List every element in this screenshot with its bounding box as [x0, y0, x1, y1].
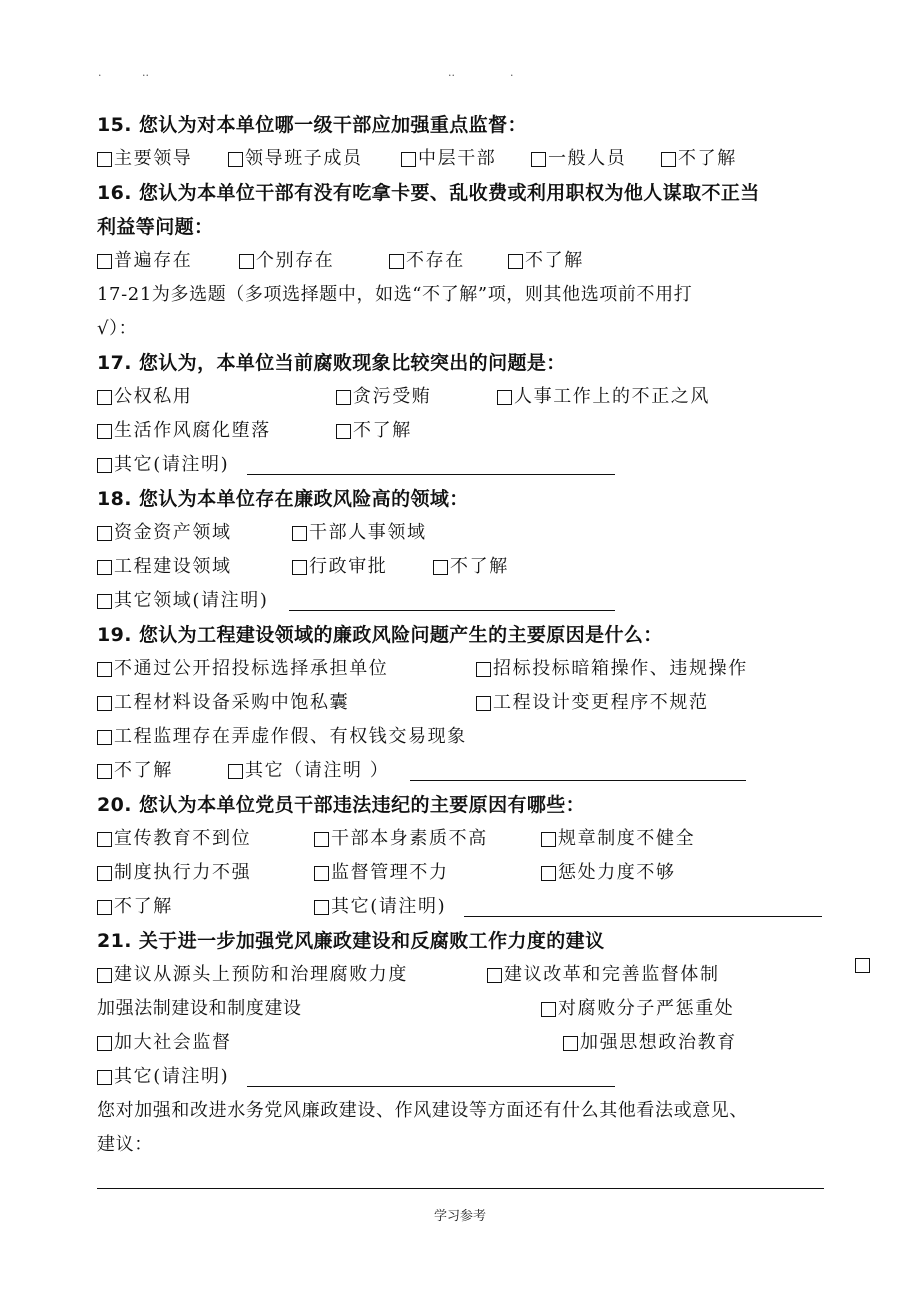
q20-option-other[interactable]: 其它(请注明) [314, 890, 446, 924]
q19-option-unknown[interactable]: 不了解 [97, 754, 173, 788]
q21-other-input-line[interactable] [247, 1086, 615, 1087]
q18-option-other[interactable]: 其它领域(请注明) [97, 584, 268, 618]
checkbox[interactable] [97, 1036, 112, 1051]
checkbox[interactable] [97, 764, 112, 779]
checkbox[interactable] [531, 152, 546, 167]
question-15-title: 15. 您认为对本单位哪一级干部应加强重点监督： [97, 114, 527, 136]
q20-option-supervision[interactable]: 监督管理不力 [314, 856, 449, 890]
q16-option-some[interactable]: 个别存在 [239, 244, 334, 278]
q18-option-construction[interactable]: 工程建设领域 [97, 550, 232, 584]
header-dots: · ·· ·· · [98, 69, 514, 82]
checkbox[interactable] [97, 968, 112, 983]
q19-option-design-change[interactable]: 工程设计变更程序不规范 [476, 686, 709, 720]
checkbox[interactable] [97, 152, 112, 167]
q18-other-input-line[interactable] [289, 610, 615, 611]
checkbox[interactable] [314, 900, 329, 915]
checkbox[interactable] [336, 390, 351, 405]
q20-option-rules[interactable]: 规章制度不健全 [541, 822, 695, 856]
q19-option-no-tender[interactable]: 不通过公开招投标选择承担单位 [97, 652, 388, 686]
checkbox[interactable] [497, 390, 512, 405]
q19-option-procurement[interactable]: 工程材料设备采购中饱私囊 [97, 686, 349, 720]
question-21-title: 21. 关于进一步加强党风廉政建设和反腐败工作力度的建议 [97, 930, 605, 952]
q18-option-funds[interactable]: 资金资产领域 [97, 516, 232, 550]
q16-option-common[interactable]: 普遍存在 [97, 244, 192, 278]
q15-option-main-leader[interactable]: 主要领导 [97, 142, 192, 176]
checkbox[interactable] [541, 1002, 556, 1017]
checkbox[interactable] [487, 968, 502, 983]
checkbox[interactable] [228, 764, 243, 779]
question-19-title: 19. 您认为工程建设领域的廉政风险问题产生的主要原因是什么： [97, 624, 663, 646]
checkbox[interactable] [97, 730, 112, 745]
q17-option-lifestyle[interactable]: 生活作风腐化堕落 [97, 414, 271, 448]
checkbox[interactable] [97, 900, 112, 915]
q16-option-none[interactable]: 不存在 [389, 244, 465, 278]
multi-select-note-line1: 17-21为多选题（多项选择题中，如选“不了解”项，则其他选项前不用打 [97, 284, 693, 305]
q15-option-middle-cadre[interactable]: 中层干部 [401, 142, 496, 176]
q17-option-personnel[interactable]: 人事工作上的不正之风 [497, 380, 710, 414]
q21-option-source-prevention[interactable]: 建议从源头上预防和治理腐败力度 [97, 958, 408, 992]
q19-other-input-line[interactable] [410, 780, 746, 781]
q20-option-quality[interactable]: 干部本身素质不高 [314, 822, 488, 856]
q15-option-leadership-member[interactable]: 领导班子成员 [228, 142, 363, 176]
q20-option-punishment[interactable]: 惩处力度不够 [541, 856, 676, 890]
question-17-title: 17. 您认为，本单位当前腐败现象比较突出的问题是： [97, 352, 566, 374]
q20-option-execution[interactable]: 制度执行力不强 [97, 856, 251, 890]
checkbox[interactable] [541, 866, 556, 881]
checkbox[interactable] [336, 424, 351, 439]
q20-option-education[interactable]: 宣传教育不到位 [97, 822, 251, 856]
q20-other-input-line[interactable] [464, 916, 822, 917]
checkbox[interactable] [97, 254, 112, 269]
q19-option-other[interactable]: 其它（请注明 ） [228, 754, 390, 788]
q17-option-abuse-power[interactable]: 公权私用 [97, 380, 192, 414]
q19-option-supervision-fraud[interactable]: 工程监理存在弄虚作假、有权钱交易现象 [97, 720, 467, 754]
checkbox[interactable] [97, 424, 112, 439]
multi-select-note-line2: √）： [97, 318, 138, 339]
q21-option-reform-supervision[interactable]: 建议改革和完善监督体制 [487, 958, 720, 992]
q17-other-input-line[interactable] [247, 474, 615, 475]
closing-question-line1: 您对加强和改进水务党风廉政建设、作风建设等方面还有什么其他看法或意见、 [97, 1100, 748, 1121]
checkbox[interactable] [389, 254, 404, 269]
checkbox[interactable] [855, 958, 870, 973]
checkbox[interactable] [97, 866, 112, 881]
checkbox[interactable] [97, 526, 112, 541]
checkbox[interactable] [401, 152, 416, 167]
page-footer: 学习参考 [433, 1209, 486, 1224]
q21-option-severe-punish[interactable]: 对腐败分子严惩重处 [541, 992, 734, 1026]
checkbox[interactable] [292, 526, 307, 541]
q21-option-legal-checkbox[interactable] [855, 958, 872, 973]
q17-option-other[interactable]: 其它(请注明) [97, 448, 229, 482]
question-18-title: 18. 您认为本单位存在廉政风险高的领域： [97, 488, 469, 510]
q21-option-political-education[interactable]: 加强思想政治教育 [563, 1026, 737, 1060]
checkbox[interactable] [97, 662, 112, 677]
closing-question-line2: 建议： [97, 1134, 153, 1155]
q17-option-unknown[interactable]: 不了解 [336, 414, 412, 448]
q16-option-unknown[interactable]: 不了解 [508, 244, 584, 278]
q17-option-bribery[interactable]: 贪污受贿 [336, 380, 431, 414]
checkbox[interactable] [314, 832, 329, 847]
checkbox[interactable] [97, 390, 112, 405]
q15-option-general-staff[interactable]: 一般人员 [531, 142, 626, 176]
q20-option-unknown[interactable]: 不了解 [97, 890, 173, 924]
checkbox[interactable] [476, 696, 491, 711]
checkbox[interactable] [97, 458, 112, 473]
checkbox[interactable] [97, 1070, 112, 1085]
checkbox[interactable] [97, 594, 112, 609]
q19-option-secret-tender[interactable]: 招标投标暗箱操作、违规操作 [476, 652, 748, 686]
q18-option-unknown[interactable]: 不了解 [433, 550, 509, 584]
question-16-title-line2: 利益等问题： [97, 216, 214, 238]
checkbox[interactable] [239, 254, 254, 269]
checkbox[interactable] [476, 662, 491, 677]
checkbox[interactable] [97, 832, 112, 847]
q15-option-unknown[interactable]: 不了解 [661, 142, 737, 176]
q18-option-personnel[interactable]: 干部人事领域 [292, 516, 427, 550]
q21-option-legal-label: 加强法制建设和制度建设 [97, 998, 302, 1019]
checkbox[interactable] [563, 1036, 578, 1051]
checkbox[interactable] [508, 254, 523, 269]
checkbox[interactable] [314, 866, 329, 881]
checkbox[interactable] [292, 560, 307, 575]
q18-option-approval[interactable]: 行政审批 [292, 550, 387, 584]
checkbox[interactable] [97, 560, 112, 575]
checkbox[interactable] [661, 152, 676, 167]
question-16-title-line1: 16. 您认为本单位干部有没有吃拿卡要、乱收费或利用职权为他人谋取不正当 [97, 182, 760, 204]
q21-option-social-supervision[interactable]: 加大社会监督 [97, 1026, 232, 1060]
q21-option-other[interactable]: 其它(请注明) [97, 1060, 229, 1094]
checkbox[interactable] [541, 832, 556, 847]
checkbox[interactable] [97, 696, 112, 711]
answer-line[interactable] [97, 1188, 824, 1189]
checkbox[interactable] [228, 152, 243, 167]
checkbox[interactable] [433, 560, 448, 575]
question-20-title: 20. 您认为本单位党员干部违法违纪的主要原因有哪些： [97, 794, 586, 816]
